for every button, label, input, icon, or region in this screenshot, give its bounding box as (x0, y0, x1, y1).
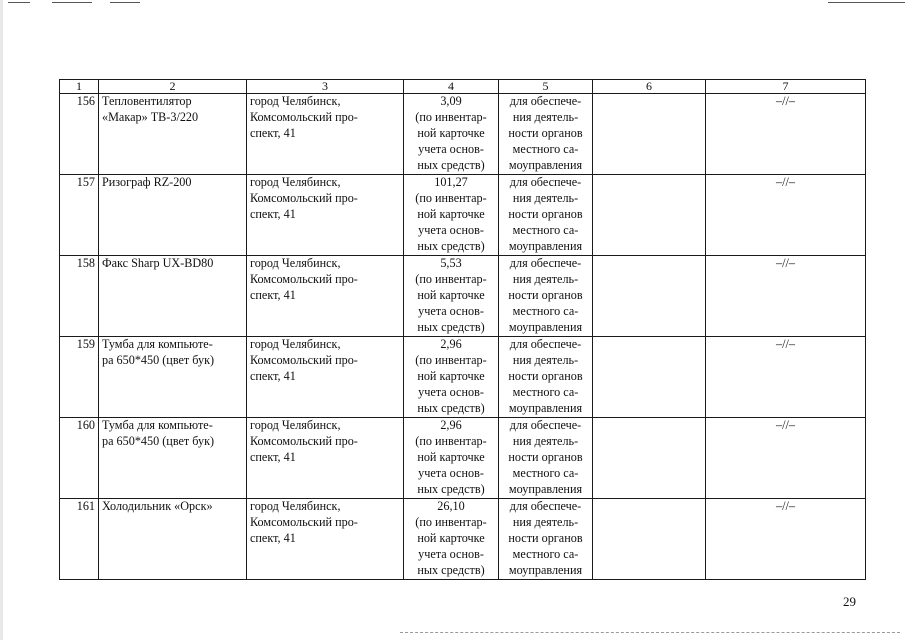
purpose-line: ности органов (508, 530, 583, 545)
cost-line: (по инвентар- (415, 109, 487, 124)
purpose-line: местного са- (512, 465, 579, 480)
address-line: спект, 41 (250, 206, 296, 221)
item-number-cell: 157 (60, 175, 99, 256)
scan-left-edge (0, 0, 3, 640)
name-line: «Макар» ТВ-3/220 (102, 109, 199, 124)
purpose-line: для обеспече- (509, 418, 582, 432)
item-number-cell: 160 (60, 418, 99, 499)
scan-bottom-marks (400, 632, 900, 637)
table-row (60, 499, 866, 580)
item-address-cell (247, 94, 404, 175)
table-row (60, 175, 866, 256)
item-purpose-cell (499, 256, 593, 337)
cost-line: (по инвентар- (415, 514, 487, 529)
address-line: спект, 41 (250, 125, 296, 140)
purpose-line: местного са- (512, 303, 579, 318)
item-cost-cell (404, 499, 499, 580)
item-column-6-cell (593, 175, 706, 256)
item-column-7-cell: –//– (706, 94, 866, 175)
page-number: 29 (843, 594, 856, 609)
address-line: город Челябинск, (250, 337, 341, 351)
purpose-line: ности органов (508, 287, 583, 302)
cost-line: учета основ- (418, 546, 484, 561)
table-row (60, 418, 866, 499)
cost-line: ных средств) (417, 238, 485, 253)
cost-line: ной карточке (417, 449, 485, 464)
column-header: 1 (60, 80, 99, 94)
address-line: Комсомольский про- (250, 352, 358, 367)
purpose-line: для обеспече- (509, 337, 582, 351)
cost-line: учета основ- (418, 384, 484, 399)
cost-line: ной карточке (417, 530, 485, 545)
item-number-cell: 159 (60, 337, 99, 418)
cost-line: ной карточке (417, 206, 485, 221)
cost-line: (по инвентар- (415, 271, 487, 286)
purpose-line: моуправления (508, 157, 583, 172)
cost-line: ных средств) (417, 319, 485, 334)
purpose-line: местного са- (512, 546, 579, 561)
cost-line: ных средств) (417, 562, 485, 577)
item-column-6-cell (593, 94, 706, 175)
item-address-cell (247, 418, 404, 499)
cost-line: 5,53 (440, 256, 462, 270)
item-purpose-cell (499, 418, 593, 499)
item-purpose-cell (499, 175, 593, 256)
cost-line: 2,96 (440, 418, 462, 432)
item-column-6-cell (593, 337, 706, 418)
cost-line: ных средств) (417, 400, 485, 415)
name-line: Ризограф RZ-200 (102, 175, 192, 189)
column-header: 3 (247, 80, 404, 94)
purpose-line: моуправления (508, 238, 583, 253)
cost-line: 101,27 (434, 175, 468, 189)
cost-line: 3,09 (440, 94, 462, 108)
table-row (60, 94, 866, 175)
item-name-cell (99, 418, 247, 499)
address-line: город Челябинск, (250, 175, 341, 189)
item-cost-cell (404, 418, 499, 499)
item-cost-cell (404, 175, 499, 256)
item-number-cell: 161 (60, 499, 99, 580)
item-cost-cell (404, 337, 499, 418)
purpose-line: моуправления (508, 481, 583, 496)
item-address-cell (247, 256, 404, 337)
address-line: Комсомольский про- (250, 109, 358, 124)
item-cost-cell (404, 94, 499, 175)
cost-line: (по инвентар- (415, 190, 487, 205)
cost-line: учета основ- (418, 303, 484, 318)
address-line: город Челябинск, (250, 94, 341, 108)
item-column-6-cell (593, 256, 706, 337)
column-header: 4 (404, 80, 499, 94)
name-line: ра 650*450 (цвет бук) (102, 433, 215, 448)
item-name-cell (99, 175, 247, 256)
item-name-cell (99, 337, 247, 418)
address-line: спект, 41 (250, 287, 296, 302)
item-purpose-cell (499, 94, 593, 175)
item-purpose-cell (499, 499, 593, 580)
item-column-6-cell (593, 499, 706, 580)
cost-line: учета основ- (418, 141, 484, 156)
item-name-cell (99, 499, 247, 580)
address-line: Комсомольский про- (250, 433, 358, 448)
item-column-7-cell: –//– (706, 337, 866, 418)
address-line: город Челябинск, (250, 256, 341, 270)
table-body (60, 94, 866, 580)
name-line: Тумба для компьюте- (102, 337, 213, 351)
column-number-row (60, 80, 866, 94)
item-address-cell (247, 499, 404, 580)
address-line: Комсомольский про- (250, 271, 358, 286)
table-row (60, 337, 866, 418)
purpose-line: местного са- (512, 222, 579, 237)
purpose-line: ния деятель- (512, 433, 579, 448)
cost-line: учета основ- (418, 465, 484, 480)
name-line: Холодильник «Орск» (102, 499, 213, 513)
purpose-line: ности органов (508, 206, 583, 221)
name-line: Тумба для компьюте- (102, 418, 213, 432)
purpose-line: ности органов (508, 368, 583, 383)
item-column-6-cell (593, 418, 706, 499)
cost-line: (по инвентар- (415, 352, 487, 367)
purpose-line: ния деятель- (512, 352, 579, 367)
cost-line: 26,10 (437, 499, 465, 513)
cost-line: 2,96 (440, 337, 462, 351)
item-address-cell (247, 337, 404, 418)
item-column-7-cell: –//– (706, 256, 866, 337)
purpose-line: местного са- (512, 141, 579, 156)
column-header: 6 (593, 80, 706, 94)
purpose-line: для обеспече- (509, 175, 582, 189)
column-header: 5 (499, 80, 593, 94)
address-line: спект, 41 (250, 449, 296, 464)
purpose-line: ности органов (508, 125, 583, 140)
cost-line: ных средств) (417, 481, 485, 496)
address-line: спект, 41 (250, 368, 296, 383)
cost-line: ной карточке (417, 287, 485, 302)
item-column-7-cell: –//– (706, 499, 866, 580)
purpose-line: местного са- (512, 384, 579, 399)
purpose-line: моуправления (508, 562, 583, 577)
item-purpose-cell (499, 337, 593, 418)
name-line: ра 650*450 (цвет бук) (102, 352, 215, 367)
purpose-line: моуправления (508, 319, 583, 334)
item-number-cell: 158 (60, 256, 99, 337)
column-header: 2 (99, 80, 247, 94)
address-line: Комсомольский про- (250, 190, 358, 205)
purpose-line: ния деятель- (512, 271, 579, 286)
item-number-cell: 156 (60, 94, 99, 175)
inventory-table (59, 79, 866, 580)
cost-line: учета основ- (418, 222, 484, 237)
column-header: 7 (706, 80, 866, 94)
purpose-line: ности органов (508, 449, 583, 464)
table-row (60, 256, 866, 337)
address-line: спект, 41 (250, 530, 296, 545)
purpose-line: ния деятель- (512, 190, 579, 205)
name-line: Факс Sharp UX-BD80 (102, 256, 214, 270)
address-line: город Челябинск, (250, 499, 341, 513)
address-line: Комсомольский про- (250, 514, 358, 529)
item-cost-cell (404, 256, 499, 337)
cost-line: ной карточке (417, 125, 485, 140)
scan-top-marks (0, 0, 905, 6)
cost-line: ных средств) (417, 157, 485, 172)
purpose-line: ния деятель- (512, 109, 579, 124)
purpose-line: ния деятель- (512, 514, 579, 529)
purpose-line: для обеспече- (509, 256, 582, 270)
item-name-cell (99, 256, 247, 337)
item-address-cell (247, 175, 404, 256)
cost-line: ной карточке (417, 368, 485, 383)
item-column-7-cell: –//– (706, 418, 866, 499)
purpose-line: для обеспече- (509, 499, 582, 513)
name-line: Тепловентилятор (102, 94, 192, 108)
cost-line: (по инвентар- (415, 433, 487, 448)
address-line: город Челябинск, (250, 418, 341, 432)
item-name-cell (99, 94, 247, 175)
purpose-line: моуправления (508, 400, 583, 415)
item-column-7-cell: –//– (706, 175, 866, 256)
purpose-line: для обеспече- (509, 94, 582, 108)
